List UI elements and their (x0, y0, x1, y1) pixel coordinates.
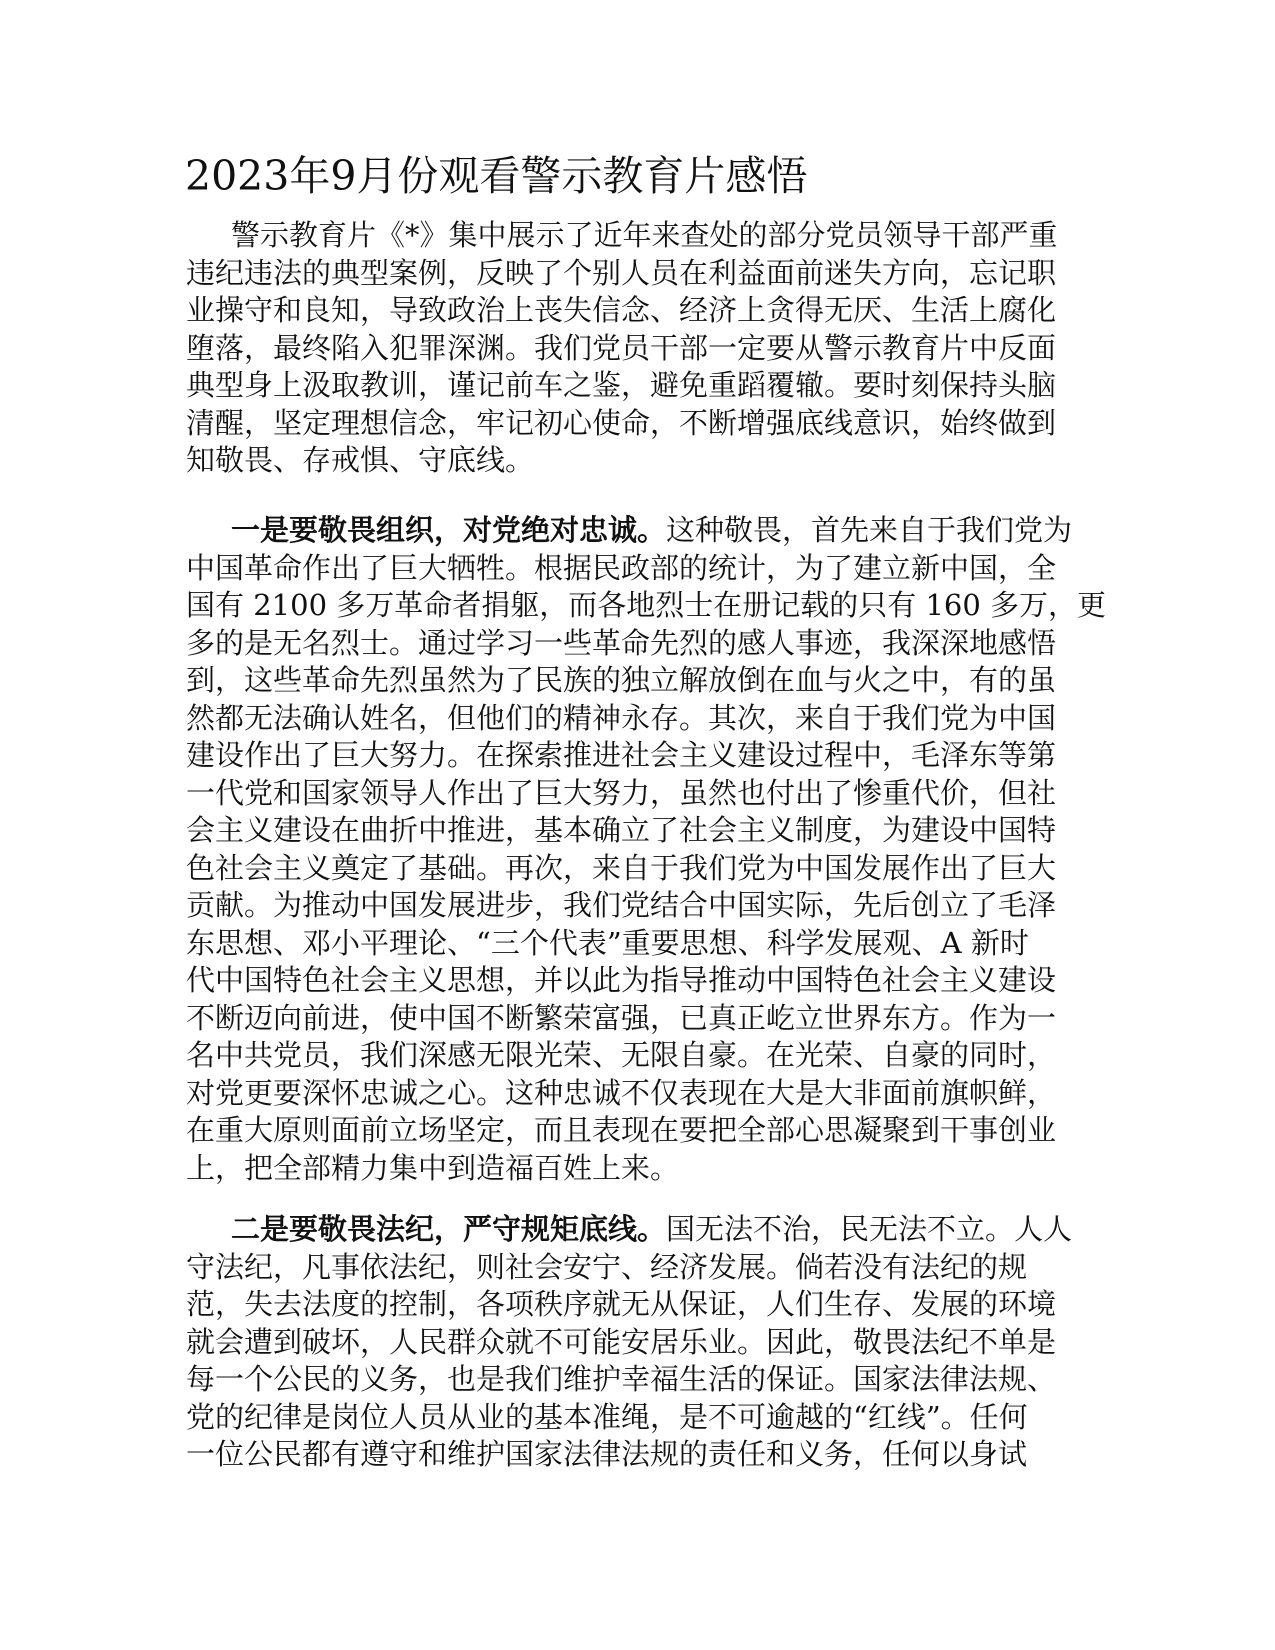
paragraph-line: 上，把全部精力集中到造福百姓上来。 (186, 1150, 680, 1185)
paragraph-2 (186, 512, 1107, 1187)
paragraph-line: 代中国特色社会主义思想，并以此为指导推动中国特色社会主义建设 (186, 963, 1057, 997)
paragraph-line: 贡献。为推动中国发展进步，我们党结合中国实际，先后创立了毛泽 (186, 888, 1057, 922)
document-title: 2023年9月份观看警示教育片感悟 (185, 152, 808, 200)
paragraph-line: 东思想、邓小平理论、“三个代表”重要思想、科学发展观、A 新时 (186, 925, 1029, 960)
paragraph-line: 然都无法确认姓名，但他们的精神永存。其次，来自于我们党为中国 (186, 700, 1057, 735)
paragraph-line-text: 国无法不治，民无法不立。人人 (666, 1212, 1073, 1246)
paragraph-line: 守法纪，凡事依法纪，则社会安宁、经济发展。倘若没有法纪的规 (186, 1249, 1028, 1284)
paragraph-line: 一位公民都有遵守和维护国家法律法规的责任和义务，任何以身试 (186, 1437, 1028, 1471)
paragraph-1 (186, 217, 1066, 480)
paragraph-line: 中国革命作出了巨大牺牲。根据民政部的统计，为了建立新中国，全 (186, 550, 1057, 585)
paragraph-heading: 二是要敬畏法纪，严守规矩底线。 (231, 1212, 667, 1246)
paragraph-line: 对党更要深怀忠诚之心。这种忠诚不仅表现在大是大非面前旗帜鲜， (186, 1075, 1057, 1110)
paragraph-line: 违纪违法的典型案例，反映了个别人员在利益面前迷失方向，忘记职 (186, 255, 1057, 290)
paragraph-line: 堕落，最终陷入犯罪深渊。我们党员干部一定要从警示教育片中反面 (186, 330, 1057, 365)
paragraph-line: 警示教育片《*》集中展示了近年来查处的部分党员领导干部严重 (231, 218, 1058, 252)
paragraph-line (186, 1211, 1073, 1249)
paragraph-line: 典型身上汲取教训，谨记前车之鉴，避免重蹈覆辙。要时刻保持头脑 (186, 368, 1057, 402)
paragraph-line: 在重大原则面前立场坚定，而且表现在要把全部心思凝聚到干事创业 (186, 1113, 1057, 1147)
paragraph-line: 不断迈向前进，使中国不断繁荣富强，已真正屹立世界东方。作为一 (186, 1000, 1057, 1035)
paragraph-line: 就会遭到破坏，人民群众就不可能安居乐业。因此，敬畏法纪不单是 (186, 1324, 1057, 1359)
paragraph-line-text: 这种敬畏，首先来自于我们党为 (666, 513, 1073, 547)
paragraph-line: 建设作出了巨大努力。在探索推进社会主义建设过程中，毛泽东等第 (186, 738, 1057, 772)
paragraph-line: 国有 2100 多万革命者捐躯，而各地烈士在册记载的只有 160 多万，更 (186, 588, 1107, 622)
paragraph-line (186, 512, 1073, 550)
paragraph-line: 业操守和良知，导致政治上丧失信念、经济上贪得无厌、生活上腐化 (186, 293, 1057, 327)
paragraph-line: 党的纪律是岗位人员从业的基本准绳，是不可逾越的“红线”。任何 (186, 1399, 1028, 1434)
paragraph-line: 到，这些革命先烈虽然为了民族的独立解放倒在血与火之中，有的虽 (186, 663, 1057, 697)
paragraph-3 (186, 1211, 1073, 1474)
paragraph-line: 范，失去法度的控制，各项秩序就无从保证，人们生存、发展的环境 (186, 1287, 1057, 1321)
paragraph-line: 名中共党员，我们深感无限光荣、无限自豪。在光荣、自豪的同时， (186, 1038, 1057, 1072)
paragraph-line: 知敬畏、存戒惧、守底线。 (186, 443, 535, 477)
paragraph-line: 会主义建设在曲折中推进，基本确立了社会主义制度，为建设中国特 (186, 813, 1057, 847)
paragraph-heading: 一是要敬畏组织，对党绝对忠诚。 (231, 513, 667, 547)
paragraph-line: 每一个公民的义务，也是我们维护幸福生活的保证。国家法律法规、 (186, 1362, 1057, 1396)
paragraph-line: 清醒，坚定理想信念，牢记初心使命，不断增强底线意识，始终做到 (186, 405, 1057, 440)
paragraph-line: 一代党和国家领导人作出了巨大努力，虽然也付出了惨重代价，但社 (186, 775, 1057, 810)
paragraph-line: 多的是无名烈士。通过学习一些革命先烈的感人事迹，我深深地感悟 (186, 625, 1057, 660)
paragraph-line: 色社会主义奠定了基础。再次，来自于我们党为中国发展作出了巨大 (186, 850, 1057, 885)
